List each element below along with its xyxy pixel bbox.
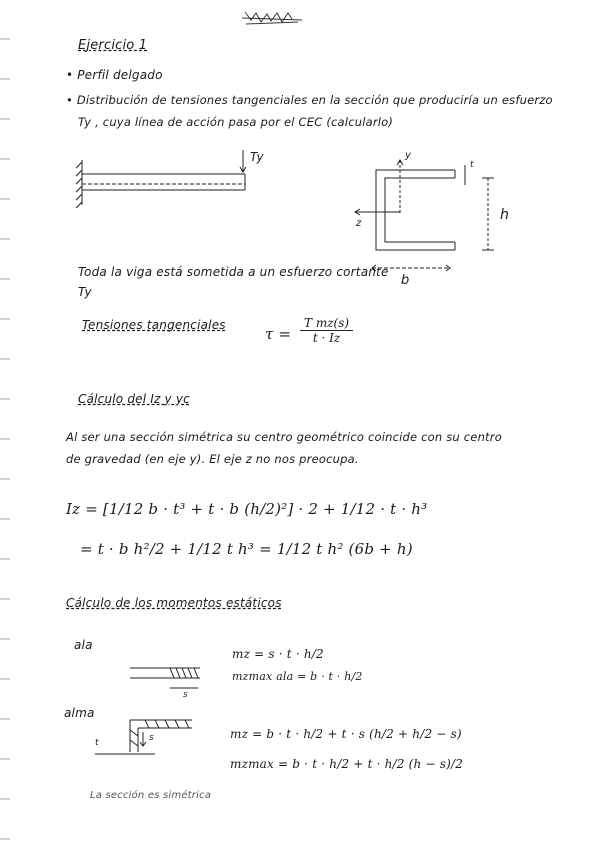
ala-label: ala xyxy=(74,638,93,652)
equation-alma-2: mzmax = b · t · h/2 + t · h/2 (h − s)/2 xyxy=(230,757,464,771)
tau-denominator: t · Iz xyxy=(312,331,341,345)
bullet-2: • Distribución de tensiones tangenciales en la sección que produciría un esfuerzo xyxy=(66,93,553,107)
alma-sketch xyxy=(95,720,192,754)
note-symmetric: La sección es simétrica xyxy=(90,790,212,801)
tau-lhs: τ = xyxy=(265,325,292,343)
equation-alma-1: mz = b · t · h/2 + t · s (h/2 + h/2 − s) xyxy=(230,727,462,741)
alma-s-label: s xyxy=(149,733,154,743)
cantilever-beam-diagram xyxy=(76,150,246,208)
exercise-title: Ejercicio 1 xyxy=(78,38,148,53)
section-heading-tensiones: Tensiones tangenciales xyxy=(82,318,226,332)
section-heading-momentos: Cálculo de los momentos estáticos xyxy=(66,596,282,610)
statement-line: Toda la viga está sometida a un esfuerzo cortante xyxy=(78,265,389,279)
ala-sketch xyxy=(130,668,200,688)
width-label: b xyxy=(401,273,410,288)
axis-y-label: y xyxy=(405,150,412,161)
equation-ala-1: mz = s · t · h/2 xyxy=(232,647,324,661)
statement-line: Ty xyxy=(78,285,92,299)
axis-z-label: z xyxy=(356,218,362,229)
bullet-text: Distribución de tensiones tangenciales en la sección que produciría un esfuerzo xyxy=(76,93,553,107)
load-label: Ty xyxy=(250,150,264,164)
height-label: h xyxy=(500,207,510,223)
alma-label: alma xyxy=(64,706,95,720)
equation-ala-2: mzmax ala = b · t · h/2 xyxy=(232,670,363,683)
tau-fraction xyxy=(300,316,353,345)
bullet-1: • Perfil delgado xyxy=(66,68,163,82)
stamp-scribble xyxy=(242,12,302,24)
section-heading-iz: Cálculo del Iz y yc xyxy=(78,392,190,406)
c-section-diagram xyxy=(355,160,494,271)
paragraph-line: Al ser una sección simétrica su centro geométrico coincide con su centro xyxy=(66,430,502,444)
paragraph-line: de gravedad (en eje y). El eje z no nos preocupa. xyxy=(66,452,359,466)
tau-numerator: T mz(s) xyxy=(300,316,353,331)
equation-iz-1: Iz = [1/12 b · t³ + t · b (h/2)²] · 2 + 1/12 · t · h³ xyxy=(66,500,428,518)
alma-t-label: t xyxy=(95,738,99,748)
equation-iz-2: = t · b h²/2 + 1/12 t h³ = 1/12 t h² (6b + h) xyxy=(80,540,413,558)
ala-s-label: s xyxy=(183,690,188,700)
bullet-text: Perfil delgado xyxy=(77,68,163,82)
thickness-label: t xyxy=(470,160,474,170)
bullet-2-cont: Ty , cuya línea de acción pasa por el CEC (calcularlo) xyxy=(78,115,394,129)
